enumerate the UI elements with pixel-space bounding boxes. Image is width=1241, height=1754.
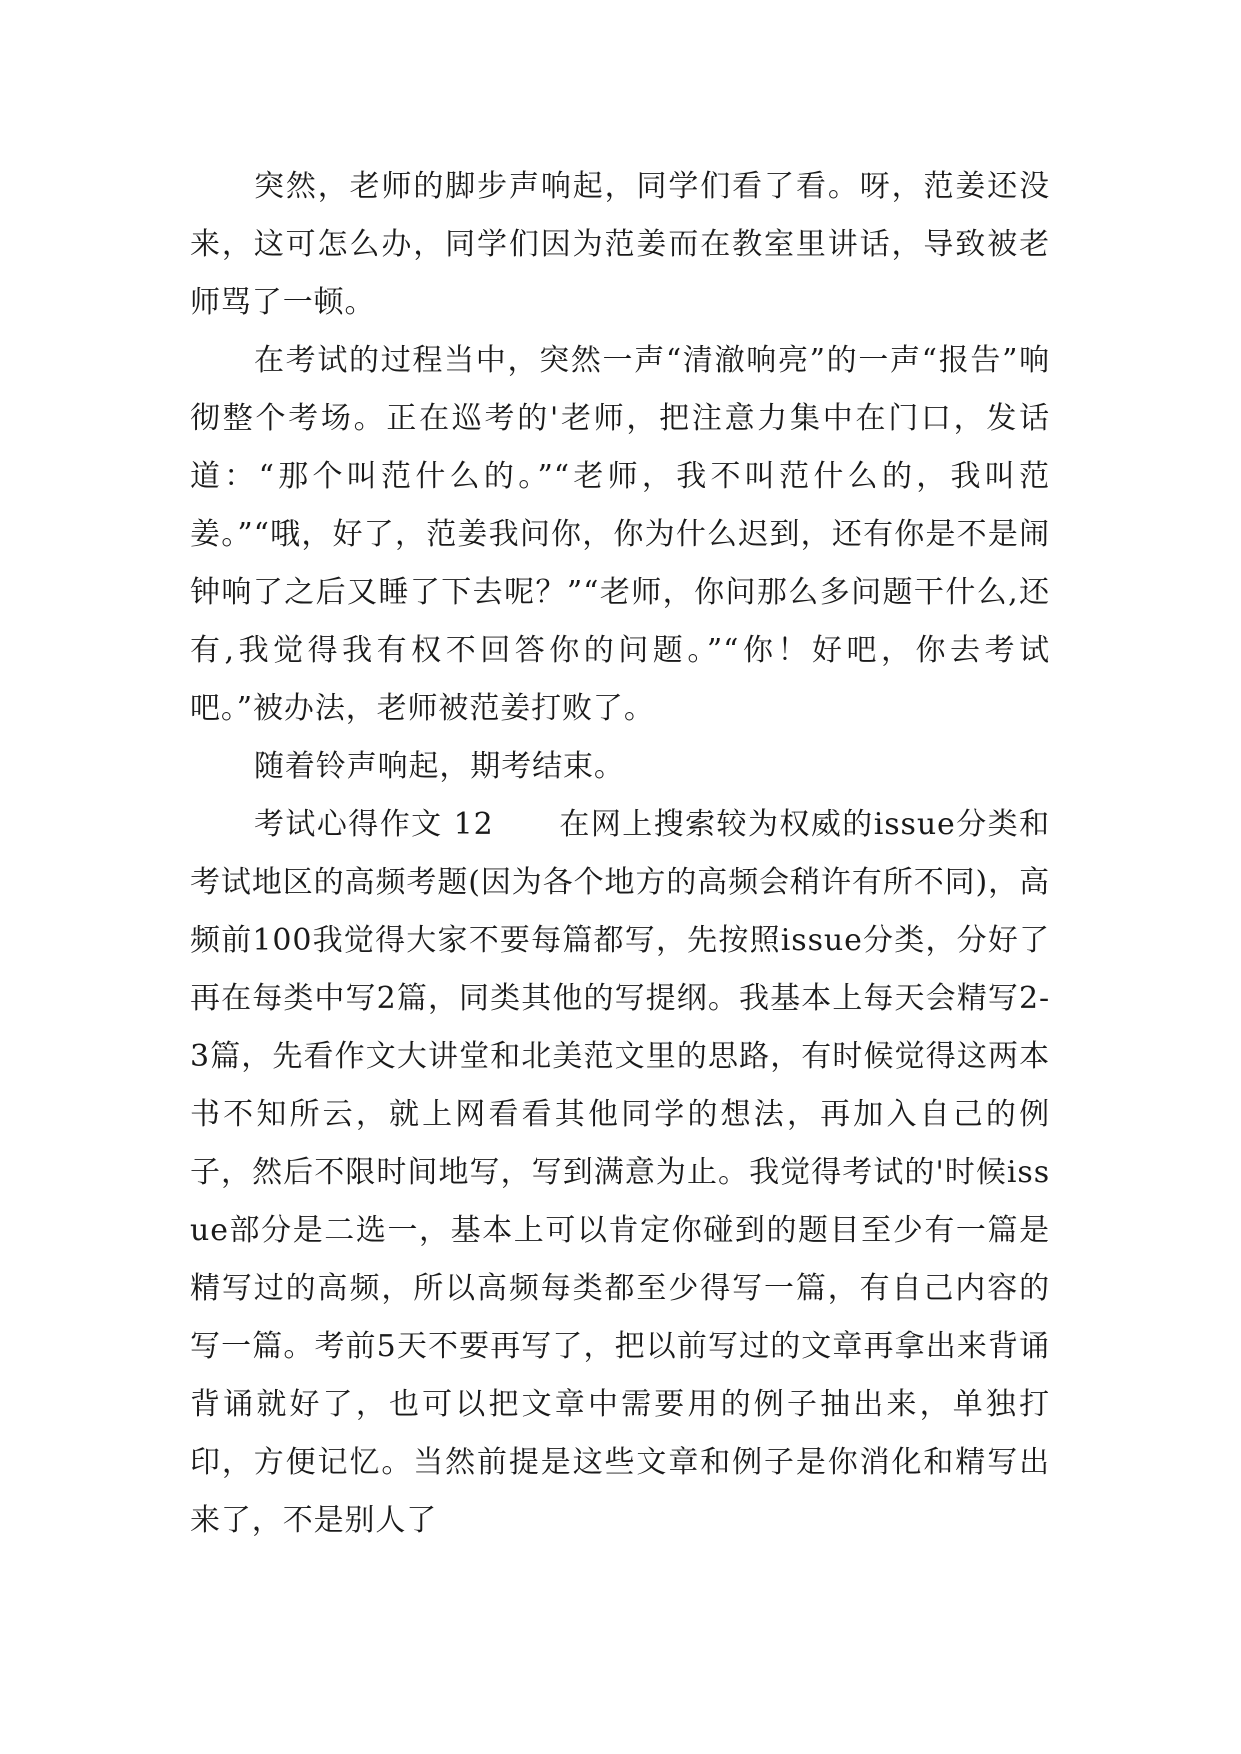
paragraph-essay-12: 考试心得作文 12 在网上搜索较为权威的issue分类和考试地区的高频考题(因为各个地方的高频会稍许有所不同)，高频前100我觉得大家不要每篇都写，先按照issue分类，分好了再在每类中写2篇，同类其他的写提纲。我基本上每天会精写2-3篇，先看作文大讲堂和北美范文里的思路，有时候觉得这两本书不知所云，就上网看看其他同学的想法，再加入自己的例子，然后不限时间地写，写到满意为止。我觉得考试的'时候issue部分是二选一，基本上可以肯定你碰到的题目至少有一篇是精写过的高频，所以高频每类都至少得写一篇，有自己内容的写一篇。考前5天不要再写了，把以前写过的文章再拿出来背诵背诵就好了，也可以把文章中需要用的例子抽出来，单独打印，方便记忆。当然前提是这些文章和例子是你消化和精写出来了，不是别人了 <box>190 807 1050 1538</box>
document-page <box>190 158 1050 1550</box>
paragraph-late-report: 在考试的过程当中，突然一声“清澈响亮”的一声“报告”响彻整个考场。正在巡考的'老师，把注意力集中在门口，发话道：“那个叫范什么的。”“老师，我不叫范什么的，我叫范姜。”“哦，好了，范姜我问你，你为什么迟到，还有你是不是闹钟响了之后又睡了下去呢？”“老师，你问那么多问题干什么,还有,我觉得我有权不回答你的问题。”“你！好吧，你去考试吧。”被办法，老师被范姜打败了。 <box>190 343 1050 726</box>
paragraph-exam-end: 随着铃声响起，期考结束。 <box>254 749 625 784</box>
paragraph-scolded: 突然，老师的脚步声响起，同学们看了看。呀，范姜还没来，这可怎么办，同学们因为范姜而在教室里讲话，导致被老师骂了一顿。 <box>190 169 1050 320</box>
